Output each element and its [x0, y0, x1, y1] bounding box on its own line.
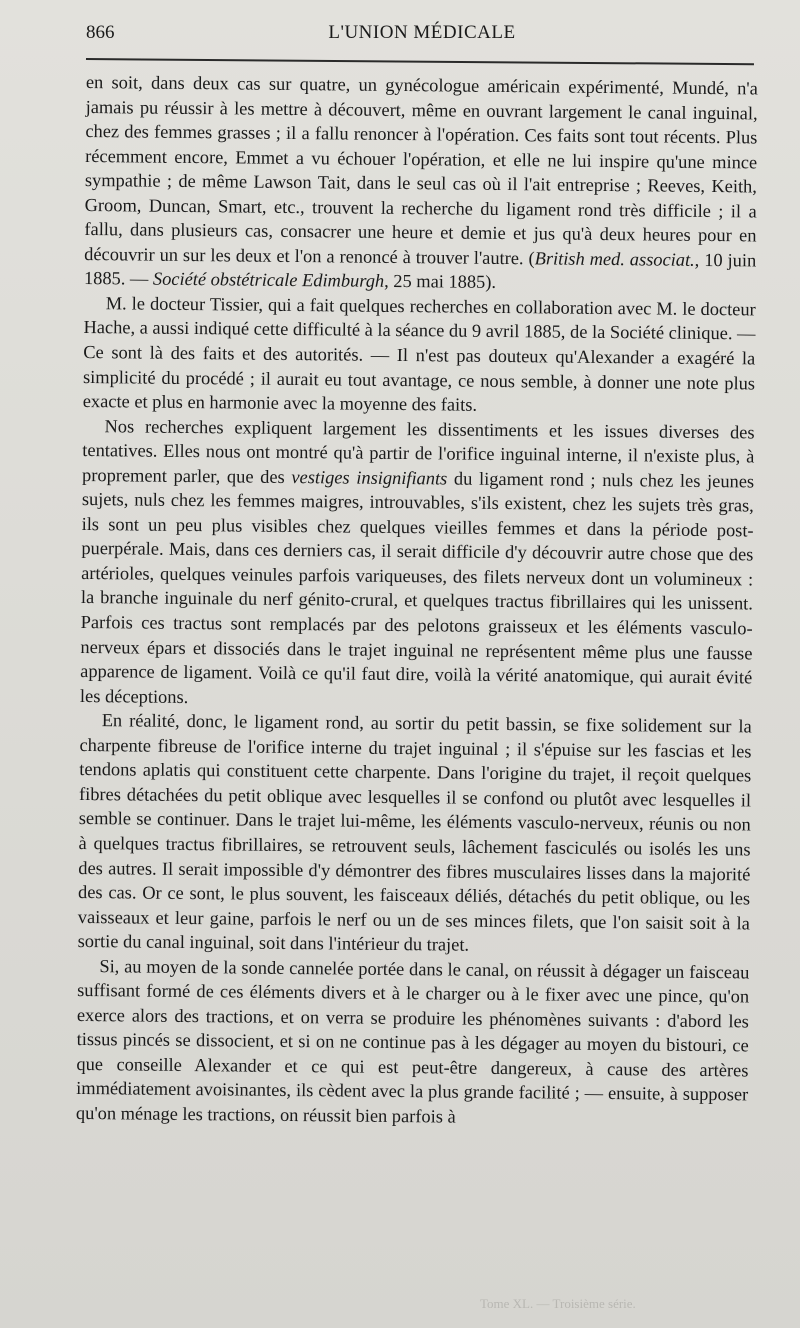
paragraph-text: du ligament rond ; nuls chez les jeunes sujets, nuls chez les femmes maigres, introuvables, s'ils existent, chez les sujets très gras, ils sont un peu plus visibles chez quelques vieilles femmes et dans la période post-puerpérale. Mais, dans ces derniers cas, il serait difficile d'y découvrir autre chose que des artérioles, quelques veinules parfois variqueuses, des filets nerveux dont un volumineux : la branche inguinale du nerf génito-crural, et quelques tractus fibrillaires qui les unissent. Parfois ces tractus sont remplacés par des pelotons graisseux et les éléments vasculo-nerveux épars et dissociés dans le trajet inguinal ne représentent même plus une fausse apparence de ligament. Voilà ce qu'il faut dire, voilà la vérité anatomique, qui aurait évité les déceptions. — [79, 468, 755, 707]
paragraph-text: , 10 juin 1885. — — [83, 249, 757, 290]
article-body — [76, 70, 758, 1132]
paragraph-text: Si, au moyen de la sonde cannelée portée dans le canal, on réussit à dégager un faisceau suffisant formé de ces éléments divers et à le charger ou à le fixer avec une pince, qu'on exerce alors des tractions, et on verra se produire les phénomènes suivants : d'abord les tissus pincés se dissocient, et si on ne continue pas à les dégager au moyen du bistouri, ce que conseille Alexander et ce qui est peut-être dangereux, à cause des artères immédiatement avoisinantes, ils cèdent avec la plus grande facilité ; — ensuite, à supposer qu'on ménage les tractions, on réussit bien parfois à — [75, 955, 750, 1127]
paragraph-text: En réalité, donc, le ligament rond, au sortir du petit bassin, se fixe solidement sur la charpente fibreuse de l'orifice interne du trajet inguinal ; il s'épuise sur les fascias et les tendons aplatis qui constituent cette charpente. Dans l'origine du trajet, il reçoit quelques fibres détachées du petit oblique avec lesquelles il se confond ou plutôt avec lesquelles il semble se continuer. Dans le trajet lui-même, les éléments vasculo-nerveux, réunis ou non à quelques tractus fibrillaires, se retrouvent seuls, lâchement fasciculés ou isolés les uns des autres. Il serait impossible d'y démontrer des fibres musculaires lisses dans la majorité des cas. Or ce sont, le plus souvent, les faisceaux déliés, détachés du petit oblique, ou les vaisseaux et leur gaine, parfois le nerf ou un de ses minces filets, que l'on saisit soit à la sortie du canal inguinal, soit dans l'intérieur du trajet. — [77, 710, 752, 955]
emphasis-text: vestiges insignifiants — [291, 466, 448, 489]
citation-journal: British med. associat. — [534, 248, 695, 270]
citation-society: Société obstétricale Edimburgh — [152, 269, 385, 292]
paragraph-text: Nos recherches expliquent largement les dissentiments et les issues diverses des tentatives. Elles nous ont montré qu'à partir de l'orifice inguinal interne, il n'existe plus, à proprement parler, que des — [82, 415, 755, 487]
paragraph-5 — [76, 954, 750, 1132]
faded-footer: Tome XL. — Troisième série. — [480, 1296, 636, 1311]
paragraph-2 — [83, 291, 756, 420]
running-title: L'UNION MÉDICALE — [328, 22, 516, 43]
page-header — [86, 22, 758, 52]
page-number: 866 — [86, 22, 115, 43]
paragraph-text: en soit, dans deux cas sur quatre, un gynécologue américain expérimenté, Mundé, n'a jamais pu réussir à les mettre à découvert, même en ouvrant largement le canal inguinal, chez des femmes grasses ; il a fallu renoncer à l'opération. Ces faits sont tout récents. Plus récemment encore, Emmet a vu échouer l'opération, et elle ne lui inspire qu'une mince sympathie ; de même Lawson Tait, dans le seul cas où il l'ait entreprise ; Reeves, Keith, Groom, Duncan, Smart, etc., trouvent la recherche du ligament rond très difficile ; il a fallu, dans plusieurs cas, consacrer une heure et demie et jus qu'à deux heures pour en découvrir un sur les deux et l'on a renoncé à trouver l'autre. ( — [84, 71, 758, 269]
paragraph-text: M. le docteur Tissier, qui a fait quelques recherches en collaboration avec M. le docteur Hache, a aussi indiqué cette difficulté à la séance du 9 avril 1885, de la Société clinique. — Ce sont là des faits et des autorités. — Il n'est pas douteux qu'Alexander a exagéré la simplicité du procédé ; il aurait eu tout avantage, ce nous semble, à donner une note plus exacte et plus en harmonie avec la moyenne des faits. — [82, 293, 756, 415]
header-rule — [86, 58, 754, 65]
paragraph-text: , 25 mai 1885). — [384, 271, 497, 293]
paragraph-4 — [78, 708, 752, 960]
paragraph-3 — [80, 414, 755, 715]
paragraph-1 — [84, 70, 758, 297]
